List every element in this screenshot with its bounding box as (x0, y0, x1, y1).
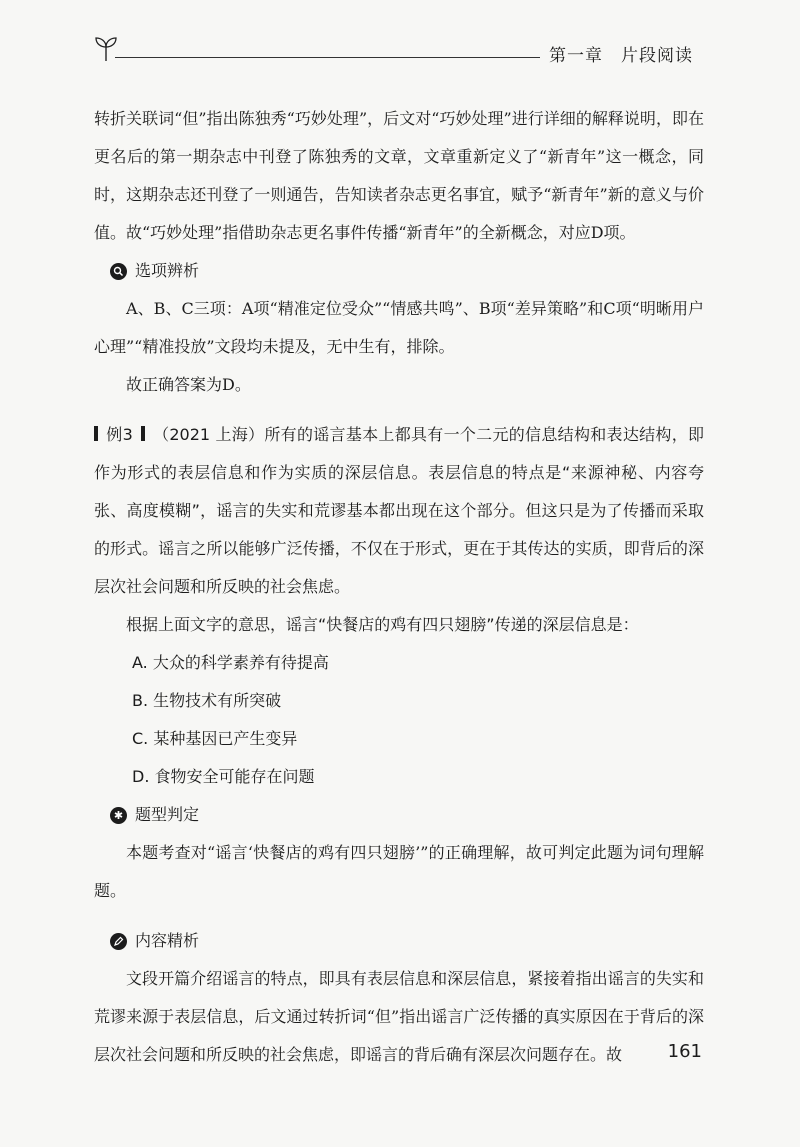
chapter-number: 第一章 (549, 46, 603, 66)
question-type-text: 本题考查对“谣言‘快餐店的鸡有四只翅膀’”的正确理解，故可判定此题为词句理解题。 (94, 843, 704, 900)
page-number: 161 (667, 1041, 702, 1062)
page-header (93, 30, 701, 70)
example-question: 根据上面文字的意思，谣言“快餐店的鸡有四只翅膀”传递的深层信息是： (126, 615, 639, 634)
chapter-title: 片段阅读 (621, 46, 693, 66)
example-label: 例3 (106, 425, 133, 444)
option-analysis-text: A、B、C三项：A项“精准定位受众”“情感共鸣”、B项“差异策略”和C项“明晰用户心理”“精准投放”文段均未提及，无中生有，排除。 (94, 299, 704, 356)
option-b: B. 生物技术有所突破 (132, 691, 282, 710)
example-block (94, 416, 704, 606)
chapter-label (549, 41, 693, 66)
answer-text: 故正确答案为D。 (126, 375, 251, 394)
question-type-title: 题型判定 (135, 805, 200, 824)
magnifier-icon (110, 263, 127, 280)
option-d: D. 食物安全可能存在问题 (132, 767, 315, 786)
example-marker-right (141, 426, 145, 441)
content-analysis-title: 内容精析 (135, 931, 200, 950)
example-source: （2021 上海） (152, 425, 265, 444)
content-analysis-heading (94, 922, 704, 960)
header-rule (115, 57, 540, 58)
sprout-icon (93, 33, 119, 63)
content-analysis-text: 文段开篇介绍谣言的特点，即具有表层信息和深层信息，紧接着指出谣言的失实和荒谬来源于表层信息，后文通过转折词“但”指出谣言广泛传播的真实原因在于背后的深层次社会问题和所反映的社会焦虑，即谣言的背后确有深层次问题存在。故 (94, 969, 704, 1064)
question-type-heading (94, 796, 704, 834)
page-content (94, 100, 704, 1074)
gear-icon: ✱ (110, 807, 127, 824)
option-a: A. 大众的科学素养有待提高 (132, 653, 329, 672)
pen-icon (110, 933, 127, 950)
option-c: C. 某种基因已产生变异 (132, 729, 298, 748)
example-marker-left (94, 426, 98, 441)
option-analysis-title: 选项辨析 (135, 261, 200, 280)
example-passage: 所有的谣言基本上都具有一个二元的信息结构和表达结构，即作为形式的表层信息和作为实质的深层信息。表层信息的特点是“来源神秘、内容夸张、高度模糊”，谣言的失实和荒谬基本都出现在这个部分。但这只是为了传播而采取的形式。谣言之所以能够广泛传播，不仅在于形式，更在于其传达的实质，即背后的深层次社会问题和所反映的社会焦虑。 (94, 425, 704, 596)
explanation-paragraph: 转折关联词“但”指出陈独秀“巧妙处理”，后文对“巧妙处理”进行详细的解释说明，即在更名后的第一期杂志中刊登了陈独秀的文章，文章重新定义了“新青年”这一概念，同时，这期杂志还刊登了一则通告，告知读者杂志更名事宜，赋予“新青年”新的意义与价值。故“巧妙处理”指借助杂志更名事件传播“新青年”的全新概念，对应D项。 (94, 109, 704, 242)
option-analysis-heading (94, 252, 704, 290)
